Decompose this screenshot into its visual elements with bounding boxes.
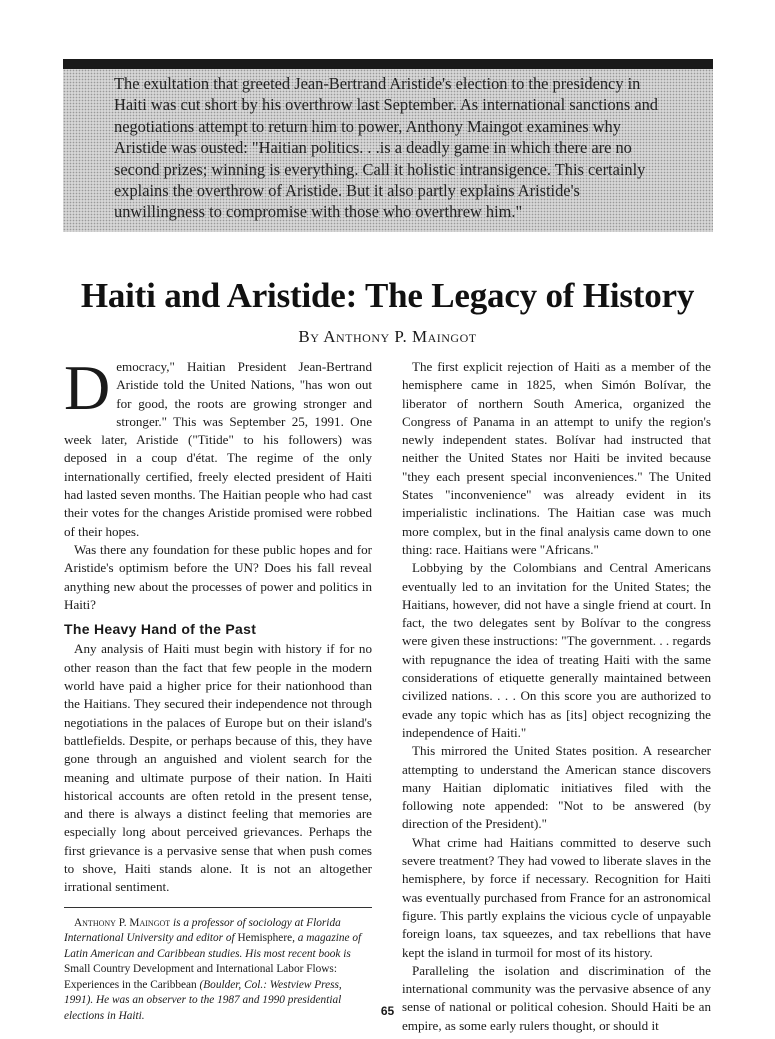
bio-rule <box>64 907 372 908</box>
paragraph-1 <box>64 352 372 541</box>
bio-text-2: , a magazine of Latin American and Caribbean studies. His most recent book is <box>64 932 362 960</box>
page-number: 65 <box>380 1004 395 1018</box>
right-column <box>402 358 711 1035</box>
bio-name: Anthony P. Maingot <box>74 916 171 929</box>
header-rule <box>63 59 713 69</box>
paragraph-7: What crime had Haitians committed to deserve such severe treatment? They had vowed to liberate slaves in the hemisphere, by force if necessary. Recognition for Haiti was eventually purchased from France for an astronomical figure. This partly explains the vicious cycle of unpayable foreign loans, tax squeezes, and tax rebellions that have kept the island in turmoil for most of its history. <box>402 834 711 960</box>
bio-magazine: Hemisphere <box>237 932 293 945</box>
bio-text-1: is a professor of sociology at Florida International University and editor of <box>64 916 341 945</box>
bio-text-3: (Boulder, Col.: Westview Press, 1991). He was an observer to the 1987 and 1990 presidential elections in Haiti. <box>64 978 342 1022</box>
left-column <box>64 352 372 1024</box>
paragraph-4: The first explicit rejection of Haiti as a member of the hemisphere came in 1825, when Simón Bolívar, the liberator of northern South America, organized the Congress of Panama in an attempt to unify the region's newly independent states. Bolívar had instructed that neither the United States nor Haiti be invited because "they each present special inconveniences." The United States "inconvenience" was already evident in its imperialistic inclinations. The Haitian case was much more complex, but in the final analysis came down to one thing: race. Haitians were "Africans." <box>402 359 711 557</box>
article-title: Haiti and Aristide: The Legacy of History <box>80 276 695 315</box>
pull-quote-text: The exultation that greeted Jean-Bertrand Aristide's election to the presidency in Haiti was cut short by his overthrow last September. As international sanctions and negotiations attempt to return him to power, Anthony Maingot examines why Aristide was ousted: "Haitian politics. . .is a deadly game in which there are no second prizes; winning is everything. Call it holistic intransigence. This certainly explains the overthrow of Aristide. But it also partly explains Aristide's unwillingness to compromise with those who overthrew him." <box>114 74 658 222</box>
pull-quote-box <box>63 69 713 232</box>
paragraph-3: Any analysis of Haiti must begin with history if for no other reason than the fact that few people in the modern world have paid a higher price for their nationhood than the Haitians. They secured their independence not through negotiations in the palaces of Europe but on their island's battlefields. Despite, or perhaps because of this, they have gone through an anguished and violent search for the meaning and ultimate purpose of their nation. In Haiti historical accounts are often retold in the present tense, and there is always a distinct feeling that memories are especially long about perceived grievances. Perhaps the first grievance is a pervasive sense that when push comes to shove, Haiti stands alone. It is not an altogether irrational sentiment. <box>64 641 372 895</box>
section-heading: The Heavy Hand of the Past <box>64 621 257 638</box>
bio-book: Small Country Development and International Labor Flows: Experiences in the Caribbean <box>64 963 337 991</box>
paragraph-5: Lobbying by the Colombians and Central Americans eventually led to an invitation for the United States; the Haitians, however, did not have a single friend at court. In fact, the two delegates sent by Bolívar to the congress were given these instructions: "The government. . . regards with repugnance the idea of treating Haiti with the same considerations of etiquette generally maintained between civilized nations. . . . On this score you are authorized to evade any topic which has as [its] object recognizing the independence of Haiti." <box>402 560 711 740</box>
byline: By Anthony P. Maingot <box>298 327 477 346</box>
drop-cap: D <box>64 352 111 423</box>
paragraph-2: Was there any foundation for these public hopes and for Aristide's optimism before the UN? Does his fall reveal anything new about the processes of power and politics in Haiti? <box>64 541 372 612</box>
paragraph-6: This mirrored the United States position. A researcher attempting to understand the American stance discovers many Haitian diplomatic initiatives filed with the following note appended: "Not to be answered (by direction of the President)." <box>402 743 711 832</box>
paragraph-1-text: emocracy," Haitian President Jean-Bertrand Aristide told the United Nations, "has won out for good, the roots are growing stronger and stronger." This was September 25, 1991. One week later, Aristide ("Titide" to his followers) was deposed in a coup d'état. The regime of the only internationally certified, freely elected president of Haiti had lasted seven months. The Haitian people who had cast their votes for the changes Aristide promised were robbed of their hopes. <box>64 359 372 539</box>
paragraph-8: Paralleling the isolation and discrimination of the international community was the pervasive absence of any sense of national or political cohesion. Should Haiti be an empire, as some early rulers thought, or should it <box>402 962 711 1033</box>
